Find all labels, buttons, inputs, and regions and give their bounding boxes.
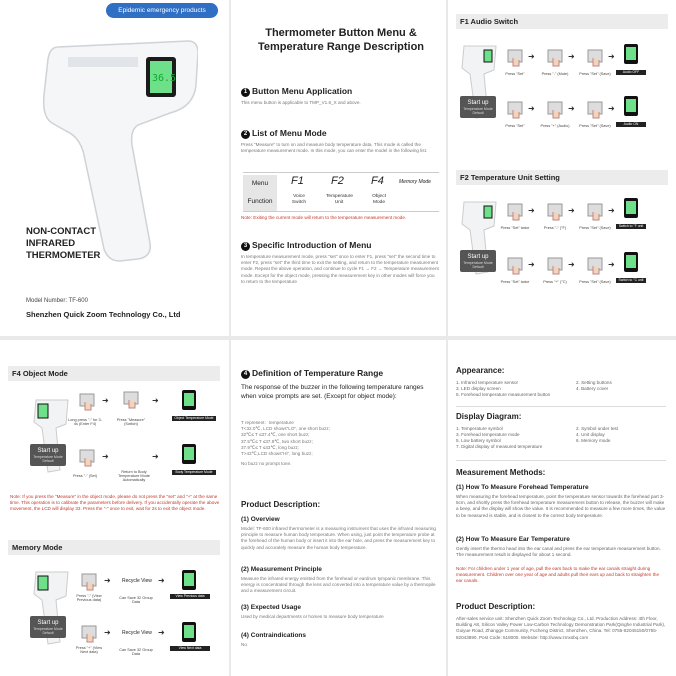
step-label: Press "Set" (Save) [579,72,611,76]
range-line: T<32.0℃, LCD shows"LO", one short buzz; [241,426,330,432]
overview-heading: (1) Overview [241,516,280,523]
button-menu-panel [231,0,446,336]
startup-label: Start up [467,100,489,106]
category-pill: Epidemic emergency products [106,3,218,18]
principle-heading: (2) Measurement Principle [241,566,322,573]
startup-label: Start up [37,620,59,626]
section-text-3: In temperature measurement mode, press "set" once to enter F1, press "set" the second time to enter F2, press "set" the third time to exit the setting, and return to the temperature measurement mode. Repeat the above operation, and continue to cycle F1 → F2 → Temperature measurement mode. Except for the object mode, pressing the measurement key in other modes will force you to return to the temperature [241,254,439,284]
principle-text: Measure the infrared energy emitted from the forehead or eardrum tympanic membrane. This energy is concentrated through the lens and converted into a temperature value by a thermopile and a measurement circuit. [241,576,436,594]
arrow-right-icon: ➜ [528,104,535,113]
section-label: Definition of Temperature Range [252,368,384,378]
result-tag: Audio OFF [616,70,646,75]
lcd-display-icon [624,96,638,116]
forehead-heading: (1) How To Measure Forehead Temperature [456,484,589,491]
arrow-right-icon: ➜ [528,206,535,215]
result-tag: Object Temperature Mode [172,416,216,421]
display-heading: Display Diagram: [456,412,522,421]
arrow-right-icon: ➜ [528,260,535,269]
step-label: Return to Body Temperature Mode Automatically [118,470,150,482]
step-label: Press "Set" (Save) [579,280,611,284]
hand-icon [80,572,98,592]
section-label: List of Menu Mode [252,128,327,138]
step-label: Press "-" (°F) [543,226,567,230]
startup-label: Start up [37,448,59,454]
hand-icon [586,256,604,276]
arrow-right-icon: ➜ [608,206,615,215]
startup-badge [460,250,496,272]
product-title [26,226,146,262]
svg-text:36.5: 36.5 [152,73,177,84]
appearance-methods-panel [448,340,676,676]
menu-note: Note: Exiting the current mode will return to the temperature measurement mode. [241,215,407,220]
step-label: Press "Set" twice [500,226,530,230]
section-heading-1 [241,86,352,97]
contraindications-heading: (4) Contraindications [241,632,307,639]
hand-icon [78,448,96,468]
step-label: Press "Measure" (Switch) [116,418,146,426]
arrow-right-icon: ➜ [608,52,615,61]
code-f1: F1 [291,175,304,187]
hand-icon [506,100,524,120]
service-info: After-sales service unit: Shenzhen Quick Zoom Technology Co., Ltd. Production Address: 4th Floor, Building A8, Silicon Valley Power Low-Carbon Technology Demonstration Park(Qinghe Industrial Park), Guiyue Road, Zhangge Community, Fucheng District, Shenzhen, China. Tel: 0755-82045150/0755-82043890. Post Code: 518000. Website: http://www.zmxsbq.com [456,616,666,640]
range-line: T>43℃,LCD shows"Hi", long buzz; [241,451,313,457]
title-line-2: INFRARED [26,238,76,249]
arrow-right-icon: ➜ [104,628,111,637]
contraindications-text: No [241,642,247,647]
recycle-label: Recycle View [122,630,152,636]
menu-table [243,172,439,212]
range-line: 37.5℃≤ T ≤37.9℃, two short buzz; [241,438,313,444]
section-text-1: This menu button is applicable to TMP_V1.8_X and above. [241,100,361,105]
display-item: 1. Temperature symbol [456,426,503,431]
lcd-display-icon [624,198,638,218]
appearance-list [456,380,666,400]
arrow-right-icon: ➜ [608,260,615,269]
divider [456,460,666,461]
memory-header: Memory Mode [8,540,220,555]
step-label: Can Save 32 Group Data [119,596,153,604]
title-line-1: NON-CONTACT [26,226,97,237]
range-line: 37.9℃≤ T ≤43℃, long buzz; [241,444,300,450]
lcd-display-icon [182,444,196,464]
range-line: T represent：temperature [241,420,294,425]
cover-panel [0,0,229,336]
hand-icon [122,390,140,410]
startup-badge [460,96,496,118]
startup-label: Start up [467,254,489,260]
section-heading-4 [241,368,383,379]
result-tag: Audio ON [616,122,646,127]
hand-icon [546,202,564,222]
hand-icon [586,100,604,120]
product-description-heading: Product Description: [241,500,321,509]
f2-header: F2 Temperature Unit Setting [456,170,668,185]
fn-temp-unit: Temperature Unit [326,194,353,205]
step-label: Press "Set" [505,124,525,128]
hand-icon [546,48,564,68]
divider [456,406,666,407]
arrow-right-icon: ➜ [568,52,575,61]
step-label: Press "Set" twice [500,280,530,284]
hand-icon [506,256,524,276]
result-tag: Switch to °F unit [616,224,646,229]
step-label: Long press "-" for 3-4s (Enter F4) [68,418,102,426]
step-label: Press "-" (Mute) [541,72,569,76]
result-tag: Switch to °C unit [616,278,646,283]
appearance-item: 2. Setting buttons [576,380,612,385]
display-list [456,426,666,452]
model-number: Model Number: TF-600 [26,298,88,304]
startup-badge [30,444,66,466]
step-label: Press "+" (Audio) [540,124,570,128]
hand-icon [586,202,604,222]
appearance-item: 4. Battery cover [576,386,609,391]
display-item: 5. Low battery symbol [456,438,501,443]
result-tag: View Previous data [170,594,210,599]
startup-sub: Temperature Mode Default [463,107,493,115]
section-label: Specific Introduction of Menu [252,240,372,250]
arrow-right-icon: ➜ [528,52,535,61]
section-heading-2 [241,128,327,139]
temperature-range-panel [231,340,446,676]
ear-text: Gently insert the thermo head into the ear canal and press the ear temperature measurement button. The measurement result is displayed for about 1 second. [456,546,661,558]
display-item: 3. Forehead temperature mode [456,432,520,437]
arrow-right-icon: ➜ [568,260,575,269]
title-line-3: THERMOMETER [26,250,101,261]
range-line: No buzz no prompt tone. [241,461,292,467]
hand-icon [506,202,524,222]
section-heading-3 [241,240,371,251]
section-number: 1 [241,88,250,97]
section-text-2: Press "Measure" to turn on and measure body temperature data. This mode is called the temperature measurement mode. In this mode, you can enter the model in the following list. [241,142,428,154]
memory-mode-label: Memory Mode [399,179,431,185]
hand-icon [506,48,524,68]
usage-heading: (3) Expected Usage [241,604,301,611]
menu-label: Menu [243,175,277,193]
appearance-heading: Appearance: [456,366,505,375]
arrow-right-icon: ➜ [102,396,109,405]
startup-sub: Temperature Mode Default [33,455,63,463]
usage-text: Used by medical departments or homes to measure body temperature [241,614,384,619]
product-description-heading-2: Product Description: [456,602,536,611]
step-label: Press "Set" [505,72,525,76]
result-tag: View Next data [170,646,210,651]
overview-text: Model: TF-600 infrared thermometer is a measuring instrument that uses the infrared measuring principle to measure human body temperature. When using, just point the temperature probe at the forehead of the human body or insert it into the ear hole, and press the measurement key to quickly and accurately measure the human body temperature. [241,526,436,550]
appearance-item: 1. Infrared temperature sensor [456,380,519,385]
hand-icon [80,624,98,644]
appearance-item: 3. LED display screen [456,386,501,391]
panel-title: Thermometer Button Menu & Temperature Range Description [257,27,425,53]
hand-icon [586,48,604,68]
f4-header: F4 Object Mode [8,366,220,381]
range-lines [241,420,439,467]
arrow-right-icon: ➜ [568,206,575,215]
arrow-right-icon: ➜ [568,104,575,113]
section-number: 3 [241,242,250,251]
startup-sub: Temperature Mode Default [33,627,63,635]
step-label: Can Save 32 Group Data [119,648,153,656]
step-label: Press "Set" (Save) [579,226,611,230]
startup-sub: Temperature Mode Default [463,261,493,269]
display-item: 4. Unit display [576,432,605,437]
methods-heading: Measurement Methods: [456,468,546,477]
lcd-display-icon [182,570,196,590]
fn-object: Object Mode [372,194,386,205]
lcd-display-icon [624,44,638,64]
audio-unit-panel [448,0,676,336]
range-line: 32℃≤ T ≤37.4℃, one short buzz; [241,432,310,438]
arrow-right-icon: ➜ [608,104,615,113]
hand-icon [546,256,564,276]
arrow-right-icon: ➜ [152,396,159,405]
recycle-label: Recycle View [122,578,152,584]
arrow-right-icon: ➜ [104,576,111,585]
step-label: Press "-" (View Previous data) [76,594,102,602]
arrow-right-icon: ➜ [158,576,165,585]
code-f4: F4 [371,175,384,187]
step-label: Press "+" (°C) [543,280,567,284]
lcd-display-icon [624,252,638,272]
result-tag: Body Temperature Mode [172,470,216,475]
forehead-text: When measuring the forehead temperature, point the temperature sensor towards the forehead part 3-5cm, and shortly press the forehead temperature measurement button to release, the buzzer will make a beep, and the display will show the value. It is recommended to measure a few more times, the value to be measured is stable, and is closest to the correct body temperature. [456,494,666,518]
object-memory-panel [0,340,229,676]
step-label: Press "+" (View Next data) [75,646,103,654]
display-item: 6. Memory mode [576,438,611,443]
code-f2: F2 [331,175,344,187]
display-item: 2. Symbol under test [576,426,619,431]
step-label: Press "Set" (Save) [579,124,611,128]
arrow-right-icon: ➜ [158,628,165,637]
lcd-display-icon [182,622,196,642]
ear-heading: (2) How To Measure Ear Temperature [456,536,570,543]
company-name: Shenzhen Quick Zoom Technology Co., Ltd [26,310,181,319]
display-item: 7. Digital display of measured temperature [456,444,543,449]
appearance-item: 5. Forehead temperature measurement button [456,392,551,397]
ear-note: Note: For children under 1 year of age, pull the ears back to make the ear canals straight during measurement. Children over one year of age and adults pull their ears up and back to straighten the ear canals. [456,566,660,584]
step-label: Press "-" (Set) [72,474,97,478]
range-intro: The response of the buzzer in the following temperature ranges when voice prompts are set. (Except for object mode): [241,384,424,400]
arrow-right-icon: ➜ [102,452,109,461]
section-number: 4 [241,370,250,379]
function-label: Function [243,193,277,211]
section-number: 2 [241,130,250,139]
startup-badge [30,616,66,638]
f1-header: F1 Audio Switch [456,14,668,29]
hand-icon [546,100,564,120]
section-label: Button Menu Application [252,86,353,96]
arrow-right-icon: ➜ [152,452,159,461]
lcd-display-icon [182,390,196,410]
object-note: Note: If you press the "Measure" in the object mode, please do not press the "set" and "+" at the same time. This operation is to calibrate the parameters before delivery. If you accidentally operate the above movement, the LCD will display 33. Press the "-" once to exit, wait for 2s to exit the object mode. [10,494,220,511]
fn-voice: Voice Switch [291,194,307,205]
hand-icon [78,392,96,412]
